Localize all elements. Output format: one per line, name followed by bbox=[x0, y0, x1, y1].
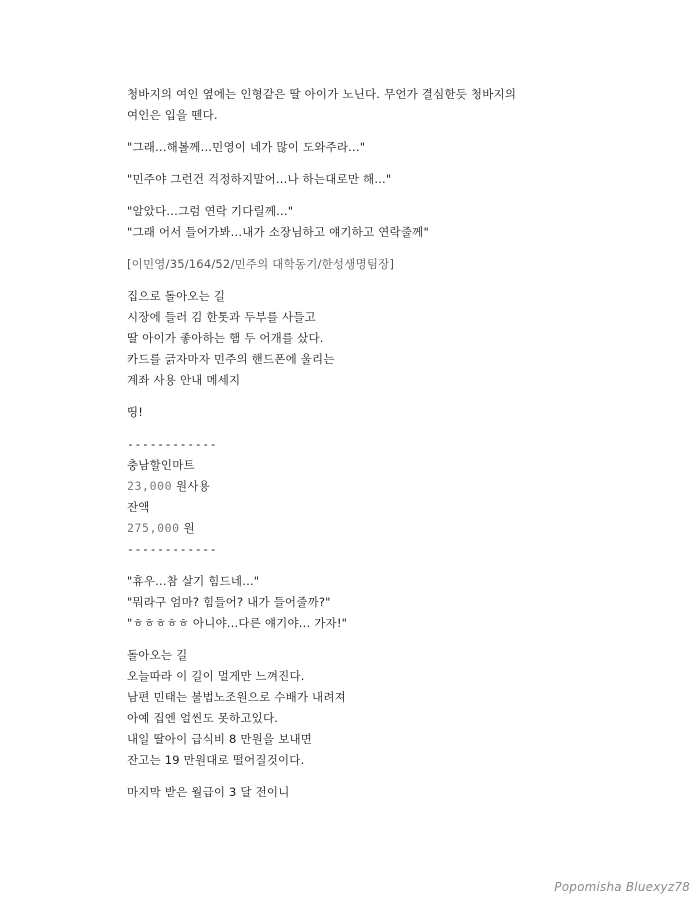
dialogue-line: "알았다...그럼 연락 기다릴께..." bbox=[127, 204, 294, 218]
sms-message bbox=[127, 434, 647, 560]
text-line: 계좌 사용 안내 메세지 bbox=[127, 373, 241, 387]
sms-amount-label: 원사용 bbox=[176, 479, 210, 493]
sms-divider-top: ------------ bbox=[127, 437, 218, 451]
document-body bbox=[127, 84, 647, 803]
sms-balance-label: 잔액 bbox=[127, 500, 150, 514]
watermark: Popomisha Bluexyz78 bbox=[554, 880, 690, 894]
text-line: 딸 아이가 좋아하는 햄 두 어개를 샀다. bbox=[127, 331, 324, 345]
text-line: 집으로 돌아오는 길 bbox=[127, 289, 226, 303]
text-line: 아예 집엔 얼씬도 못하고있다. bbox=[127, 711, 279, 725]
text-line: 시장에 들러 김 한톳과 두부를 사들고 bbox=[127, 310, 316, 324]
dialogue-line: "민주야 그런건 걱정하지말어...나 하는대로만 해..." bbox=[127, 172, 392, 186]
sms-balance-unit: 원 bbox=[183, 521, 195, 535]
sms-balance: 275,000 bbox=[127, 521, 180, 535]
dialogue-line: "그래...해볼께...민영이 네가 많이 도와주라..." bbox=[127, 140, 366, 154]
dialogue-line: "그래 어서 들어가봐...내가 소장님하고 얘기하고 연락줄께" bbox=[127, 225, 429, 239]
text-line: 오늘따라 이 길이 멀게만 느껴진다. bbox=[127, 669, 305, 683]
text-line: 돌아오는 길 bbox=[127, 648, 188, 662]
text-line: 잔고는 19 만원대로 떨어질것이다. bbox=[127, 753, 305, 767]
text-line: 여인은 입을 뗀다. bbox=[127, 108, 218, 122]
sound-effect: 띵! bbox=[127, 405, 144, 419]
text-line: 내일 딸아이 급식비 8 만원을 보내면 bbox=[127, 732, 313, 746]
text-line: 남편 민태는 불법노조원으로 수배가 내려져 bbox=[127, 690, 346, 704]
dialogue-line: "뭐라구 엄마? 힘들어? 내가 들어줄까?" bbox=[127, 595, 331, 609]
dialogue-line: "ㅎㅎㅎㅎㅎ 아니야...다른 얘기야... 가자!" bbox=[127, 616, 348, 630]
dialogue-line: "휴우...참 살기 힘드네..." bbox=[127, 574, 260, 588]
text-line: 카드를 긁자마자 민주의 핸드폰에 울리는 bbox=[127, 352, 335, 366]
sms-store: 충남할인마트 bbox=[127, 458, 195, 472]
character-profile: [이민영/35/164/52/민주의 대학동기/한성생명팀장] bbox=[127, 257, 395, 271]
sms-amount-line bbox=[127, 476, 647, 497]
sms-balance-line bbox=[127, 518, 647, 539]
sms-divider-bottom: ------------ bbox=[127, 542, 218, 556]
sms-amount: 23,000 bbox=[127, 479, 173, 493]
text-line: 청바지의 여인 옆에는 인형같은 딸 아이가 노닌다. 무언가 결심한듯 청바지의 bbox=[127, 87, 517, 101]
text-line: 마지막 받은 월급이 3 달 전이니 bbox=[127, 785, 290, 799]
